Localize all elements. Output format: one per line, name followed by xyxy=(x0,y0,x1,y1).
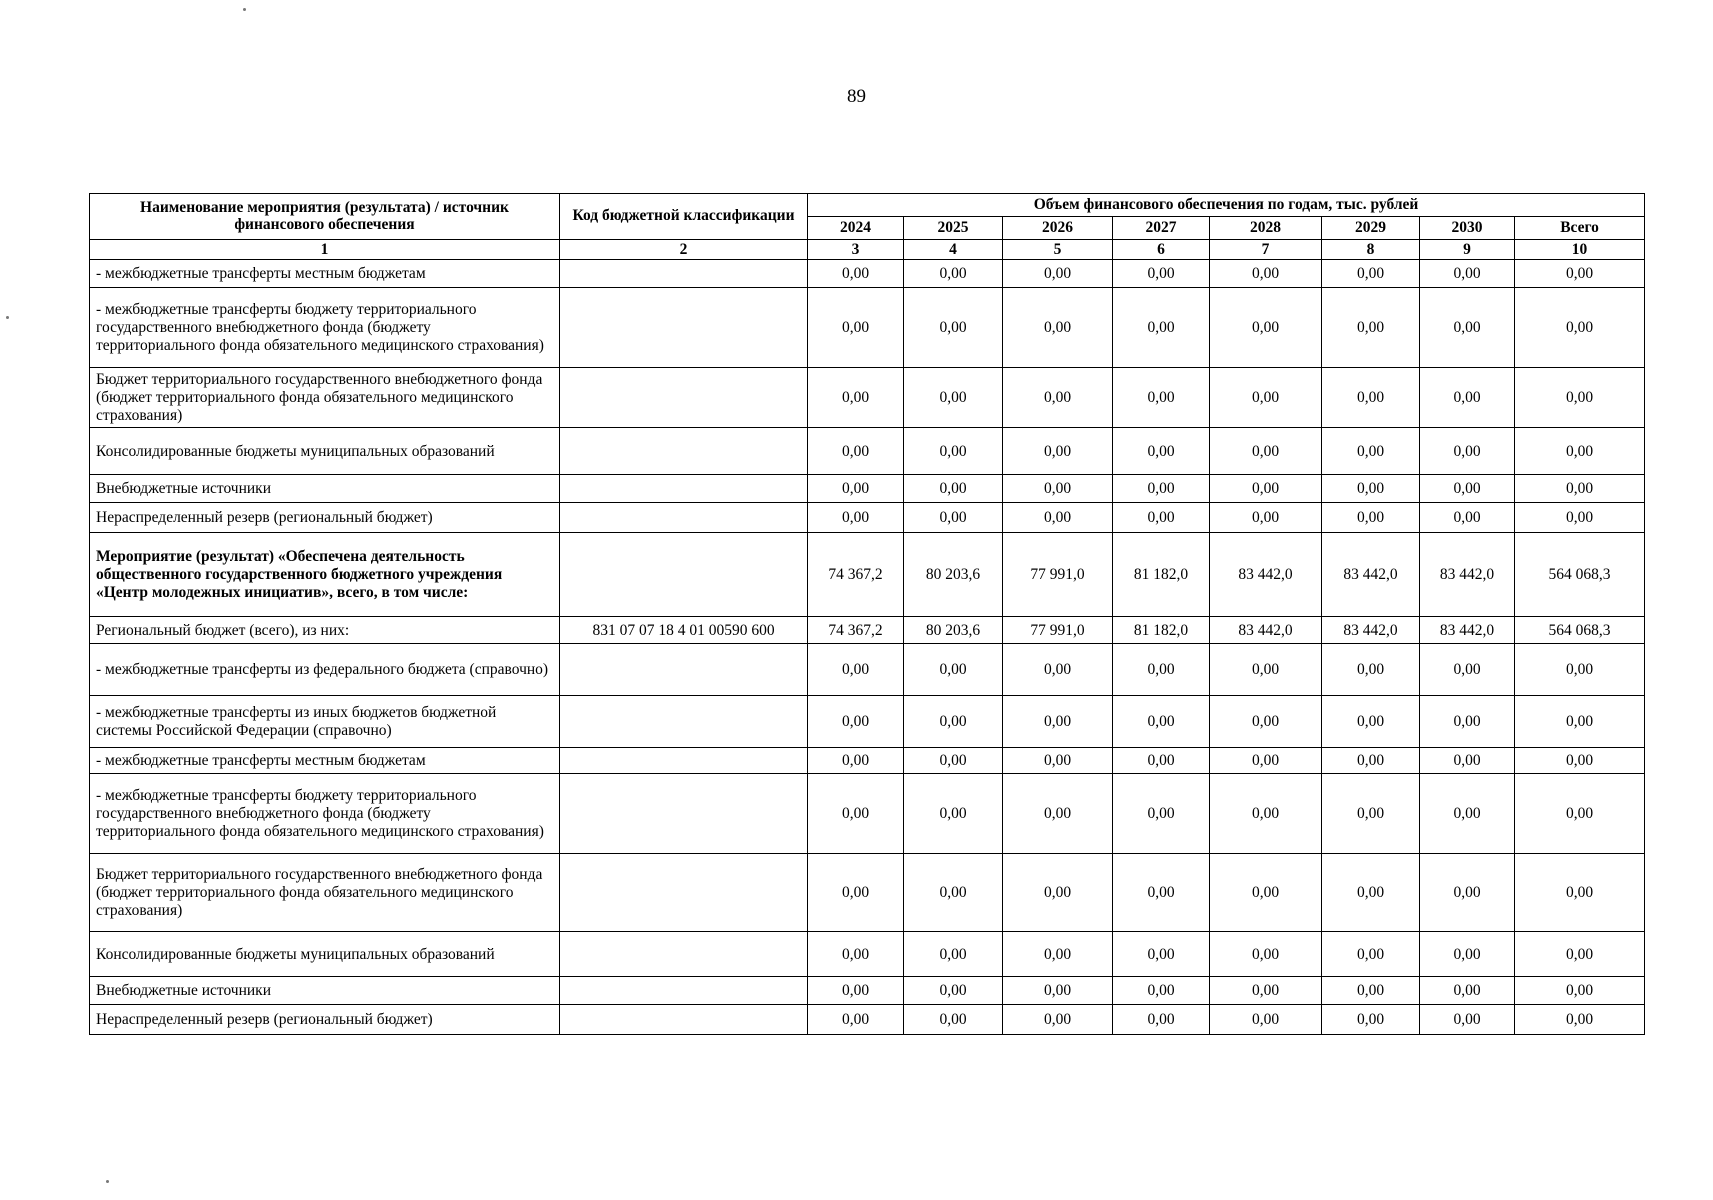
header-year: 2028 xyxy=(1210,216,1322,239)
page-number: 89 xyxy=(847,86,866,107)
row-value-cell: 0,00 xyxy=(1420,644,1515,696)
budget-table xyxy=(89,193,1645,1035)
row-value-cell: 0,00 xyxy=(1003,696,1113,748)
row-code-cell xyxy=(560,1005,808,1035)
row-code-cell xyxy=(560,260,808,288)
row-value-cell: 0,00 xyxy=(1322,503,1420,533)
row-value-cell: 0,00 xyxy=(1003,288,1113,368)
row-value-cell: 0,00 xyxy=(808,932,904,977)
table-row xyxy=(90,748,1645,774)
row-value-cell: 83 442,0 xyxy=(1322,617,1420,644)
row-value-cell: 0,00 xyxy=(808,854,904,932)
row-total-cell: 0,00 xyxy=(1515,774,1645,854)
row-value-cell: 0,00 xyxy=(1003,854,1113,932)
scan-speck xyxy=(6,316,9,319)
row-name-cell: Мероприятие (результат) «Обеспечена деятельность общественного государственного бюджетного учреждения «Центр молодежных инициатив», всего, в том числе: xyxy=(90,533,560,617)
row-total-cell: 0,00 xyxy=(1515,288,1645,368)
row-code-cell xyxy=(560,533,808,617)
row-value-cell: 0,00 xyxy=(1420,368,1515,428)
row-total-cell: 0,00 xyxy=(1515,748,1645,774)
row-value-cell: 0,00 xyxy=(808,475,904,503)
row-value-cell: 0,00 xyxy=(1210,428,1322,475)
row-value-cell: 0,00 xyxy=(1322,774,1420,854)
row-value-cell: 0,00 xyxy=(1113,854,1210,932)
row-value-cell: 0,00 xyxy=(808,977,904,1005)
row-code-cell xyxy=(560,854,808,932)
table-row xyxy=(90,503,1645,533)
row-name-cell: - межбюджетные трансферты местным бюджетам xyxy=(90,260,560,288)
row-total-cell: 0,00 xyxy=(1515,977,1645,1005)
row-total-cell: 0,00 xyxy=(1515,503,1645,533)
row-value-cell: 80 203,6 xyxy=(904,533,1003,617)
row-code-cell xyxy=(560,644,808,696)
row-value-cell: 0,00 xyxy=(1113,932,1210,977)
row-value-cell: 0,00 xyxy=(904,644,1003,696)
row-value-cell: 0,00 xyxy=(1003,260,1113,288)
row-value-cell: 0,00 xyxy=(1322,475,1420,503)
table-row xyxy=(90,854,1645,932)
row-value-cell: 0,00 xyxy=(1420,774,1515,854)
row-name-cell: Региональный бюджет (всего), из них: xyxy=(90,617,560,644)
row-value-cell: 77 991,0 xyxy=(1003,533,1113,617)
row-code-cell xyxy=(560,288,808,368)
row-value-cell: 0,00 xyxy=(808,288,904,368)
row-value-cell: 0,00 xyxy=(1113,1005,1210,1035)
row-value-cell: 83 442,0 xyxy=(1420,533,1515,617)
row-value-cell: 0,00 xyxy=(1113,644,1210,696)
row-value-cell: 0,00 xyxy=(1322,748,1420,774)
row-name-cell: - межбюджетные трансферты бюджету территориального государственного внебюджетного фонда (бюджету территориального фонда обязательного медицинского страхования) xyxy=(90,288,560,368)
row-value-cell: 0,00 xyxy=(1420,977,1515,1005)
row-value-cell: 0,00 xyxy=(1210,503,1322,533)
row-total-cell: 564 068,3 xyxy=(1515,617,1645,644)
row-value-cell: 80 203,6 xyxy=(904,617,1003,644)
row-value-cell: 0,00 xyxy=(1322,696,1420,748)
row-total-cell: 0,00 xyxy=(1515,644,1645,696)
row-value-cell: 0,00 xyxy=(904,774,1003,854)
row-name-cell: Нераспределенный резерв (региональный бюджет) xyxy=(90,1005,560,1035)
row-value-cell: 81 182,0 xyxy=(1113,533,1210,617)
row-value-cell: 0,00 xyxy=(1210,932,1322,977)
table-row xyxy=(90,977,1645,1005)
table-row xyxy=(90,475,1645,503)
row-value-cell: 0,00 xyxy=(1210,288,1322,368)
row-value-cell: 0,00 xyxy=(1210,977,1322,1005)
table-row xyxy=(90,696,1645,748)
row-total-cell: 0,00 xyxy=(1515,368,1645,428)
row-total-cell: 0,00 xyxy=(1515,854,1645,932)
table-row xyxy=(90,932,1645,977)
row-name-cell: - межбюджетные трансферты из федерального бюджета (справочно) xyxy=(90,644,560,696)
column-number: 2 xyxy=(560,239,808,260)
header-name: Наименование мероприятия (результата) / источник финансового обеспечения xyxy=(90,194,560,240)
header-total: Всего xyxy=(1515,216,1645,239)
table-row xyxy=(90,288,1645,368)
row-value-cell: 0,00 xyxy=(1113,748,1210,774)
row-value-cell: 0,00 xyxy=(1003,1005,1113,1035)
row-value-cell: 0,00 xyxy=(1210,696,1322,748)
row-name-cell: Нераспределенный резерв (региональный бюджет) xyxy=(90,503,560,533)
table-row xyxy=(90,774,1645,854)
row-total-cell: 0,00 xyxy=(1515,696,1645,748)
row-total-cell: 0,00 xyxy=(1515,932,1645,977)
row-value-cell: 0,00 xyxy=(1003,644,1113,696)
row-value-cell: 83 442,0 xyxy=(1210,533,1322,617)
row-value-cell: 0,00 xyxy=(808,1005,904,1035)
row-value-cell: 0,00 xyxy=(904,260,1003,288)
row-value-cell: 0,00 xyxy=(1003,774,1113,854)
row-value-cell: 0,00 xyxy=(1003,475,1113,503)
row-value-cell: 0,00 xyxy=(808,428,904,475)
row-code-cell xyxy=(560,503,808,533)
row-value-cell: 0,00 xyxy=(1322,977,1420,1005)
column-number: 1 xyxy=(90,239,560,260)
row-code-cell: 831 07 07 18 4 01 00590 600 xyxy=(560,617,808,644)
row-code-cell xyxy=(560,977,808,1005)
column-number: 5 xyxy=(1003,239,1113,260)
row-value-cell: 0,00 xyxy=(808,260,904,288)
row-total-cell: 564 068,3 xyxy=(1515,533,1645,617)
table-row xyxy=(90,533,1645,617)
scan-speck xyxy=(106,1180,109,1183)
row-value-cell: 0,00 xyxy=(1420,475,1515,503)
row-value-cell: 0,00 xyxy=(904,932,1003,977)
row-value-cell: 0,00 xyxy=(1113,260,1210,288)
header-year: 2025 xyxy=(904,216,1003,239)
row-name-cell: Консолидированные бюджеты муниципальных образований xyxy=(90,932,560,977)
row-value-cell: 0,00 xyxy=(1210,368,1322,428)
row-value-cell: 0,00 xyxy=(904,1005,1003,1035)
row-code-cell xyxy=(560,696,808,748)
row-value-cell: 0,00 xyxy=(1210,644,1322,696)
header-year: 2026 xyxy=(1003,216,1113,239)
row-value-cell: 0,00 xyxy=(1113,475,1210,503)
header-year: 2029 xyxy=(1322,216,1420,239)
row-value-cell: 0,00 xyxy=(1003,748,1113,774)
row-code-cell xyxy=(560,475,808,503)
row-value-cell: 81 182,0 xyxy=(1113,617,1210,644)
row-value-cell: 0,00 xyxy=(904,977,1003,1005)
row-code-cell xyxy=(560,748,808,774)
row-name-cell: Внебюджетные источники xyxy=(90,977,560,1005)
row-value-cell: 0,00 xyxy=(1322,932,1420,977)
row-value-cell: 83 442,0 xyxy=(1210,617,1322,644)
row-total-cell: 0,00 xyxy=(1515,260,1645,288)
row-value-cell: 0,00 xyxy=(1322,288,1420,368)
row-value-cell: 0,00 xyxy=(1113,977,1210,1005)
row-value-cell: 0,00 xyxy=(1420,503,1515,533)
row-value-cell: 74 367,2 xyxy=(808,617,904,644)
column-number: 3 xyxy=(808,239,904,260)
table-row xyxy=(90,428,1645,475)
row-value-cell: 0,00 xyxy=(1322,428,1420,475)
table-row xyxy=(90,617,1645,644)
column-number: 9 xyxy=(1420,239,1515,260)
column-number: 10 xyxy=(1515,239,1645,260)
row-value-cell: 0,00 xyxy=(1003,428,1113,475)
row-total-cell: 0,00 xyxy=(1515,475,1645,503)
row-name-cell: - межбюджетные трансферты бюджету территориального государственного внебюджетного фонда (бюджету территориального фонда обязательного медицинского страхования) xyxy=(90,774,560,854)
row-value-cell: 0,00 xyxy=(1420,288,1515,368)
row-value-cell: 0,00 xyxy=(1420,748,1515,774)
row-name-cell: Бюджет территориального государственного внебюджетного фонда (бюджет территориального фонда обязательного медицинского страхования) xyxy=(90,368,560,428)
row-value-cell: 0,00 xyxy=(1420,1005,1515,1035)
row-value-cell: 0,00 xyxy=(1210,854,1322,932)
row-value-cell: 0,00 xyxy=(1003,503,1113,533)
row-value-cell: 0,00 xyxy=(1322,644,1420,696)
row-value-cell: 0,00 xyxy=(1210,774,1322,854)
row-code-cell xyxy=(560,932,808,977)
table-row xyxy=(90,1005,1645,1035)
row-value-cell: 77 991,0 xyxy=(1003,617,1113,644)
row-value-cell: 0,00 xyxy=(1210,748,1322,774)
row-value-cell: 0,00 xyxy=(1003,368,1113,428)
row-value-cell: 0,00 xyxy=(1322,260,1420,288)
row-value-cell: 0,00 xyxy=(1420,696,1515,748)
row-total-cell: 0,00 xyxy=(1515,428,1645,475)
row-value-cell: 0,00 xyxy=(1322,368,1420,428)
row-value-cell: 0,00 xyxy=(1322,1005,1420,1035)
column-number: 6 xyxy=(1113,239,1210,260)
row-name-cell: Консолидированные бюджеты муниципальных образований xyxy=(90,428,560,475)
header-year: 2030 xyxy=(1420,216,1515,239)
row-value-cell: 0,00 xyxy=(1322,854,1420,932)
row-value-cell: 0,00 xyxy=(1003,932,1113,977)
row-code-cell xyxy=(560,368,808,428)
row-value-cell: 0,00 xyxy=(808,748,904,774)
table-row xyxy=(90,368,1645,428)
row-value-cell: 0,00 xyxy=(1210,1005,1322,1035)
row-value-cell: 0,00 xyxy=(1210,475,1322,503)
row-value-cell: 0,00 xyxy=(808,696,904,748)
row-code-cell xyxy=(560,774,808,854)
row-value-cell: 0,00 xyxy=(904,503,1003,533)
row-value-cell: 0,00 xyxy=(1113,288,1210,368)
row-value-cell: 0,00 xyxy=(808,644,904,696)
row-value-cell: 0,00 xyxy=(1113,428,1210,475)
row-value-cell: 0,00 xyxy=(904,288,1003,368)
row-value-cell: 0,00 xyxy=(904,748,1003,774)
row-value-cell: 0,00 xyxy=(904,696,1003,748)
table-body xyxy=(90,260,1645,1035)
row-value-cell: 0,00 xyxy=(808,774,904,854)
row-value-cell: 83 442,0 xyxy=(1420,617,1515,644)
row-value-cell: 0,00 xyxy=(1113,503,1210,533)
row-name-cell: Бюджет территориального государственного внебюджетного фонда (бюджет территориального фонда обязательного медицинского страхования) xyxy=(90,854,560,932)
column-number: 7 xyxy=(1210,239,1322,260)
header-volume: Объем финансового обеспечения по годам, тыс. рублей xyxy=(808,194,1645,217)
row-value-cell: 0,00 xyxy=(808,503,904,533)
header-year: 2024 xyxy=(808,216,904,239)
column-number: 8 xyxy=(1322,239,1420,260)
row-name-cell: - межбюджетные трансферты местным бюджетам xyxy=(90,748,560,774)
row-name-cell: Внебюджетные источники xyxy=(90,475,560,503)
row-value-cell: 0,00 xyxy=(904,854,1003,932)
row-value-cell: 0,00 xyxy=(904,475,1003,503)
row-value-cell: 0,00 xyxy=(1420,854,1515,932)
row-value-cell: 0,00 xyxy=(1003,977,1113,1005)
row-total-cell: 0,00 xyxy=(1515,1005,1645,1035)
header-code: Код бюджетной классификации xyxy=(560,194,808,240)
table-row xyxy=(90,260,1645,288)
row-code-cell xyxy=(560,428,808,475)
row-value-cell: 0,00 xyxy=(1420,932,1515,977)
header-row-top xyxy=(90,194,1645,217)
row-value-cell: 0,00 xyxy=(1420,260,1515,288)
header-year: 2027 xyxy=(1113,216,1210,239)
row-value-cell: 0,00 xyxy=(904,368,1003,428)
row-value-cell: 0,00 xyxy=(1420,428,1515,475)
scan-speck xyxy=(243,8,246,11)
row-value-cell: 0,00 xyxy=(1210,260,1322,288)
column-number-row xyxy=(90,239,1645,260)
table-row xyxy=(90,644,1645,696)
row-value-cell: 0,00 xyxy=(808,368,904,428)
row-value-cell: 0,00 xyxy=(1113,696,1210,748)
row-name-cell: - межбюджетные трансферты из иных бюджетов бюджетной системы Российской Федерации (справочно) xyxy=(90,696,560,748)
row-value-cell: 0,00 xyxy=(1113,368,1210,428)
row-value-cell: 74 367,2 xyxy=(808,533,904,617)
column-number: 4 xyxy=(904,239,1003,260)
row-value-cell: 0,00 xyxy=(904,428,1003,475)
row-value-cell: 0,00 xyxy=(1113,774,1210,854)
row-value-cell: 83 442,0 xyxy=(1322,533,1420,617)
